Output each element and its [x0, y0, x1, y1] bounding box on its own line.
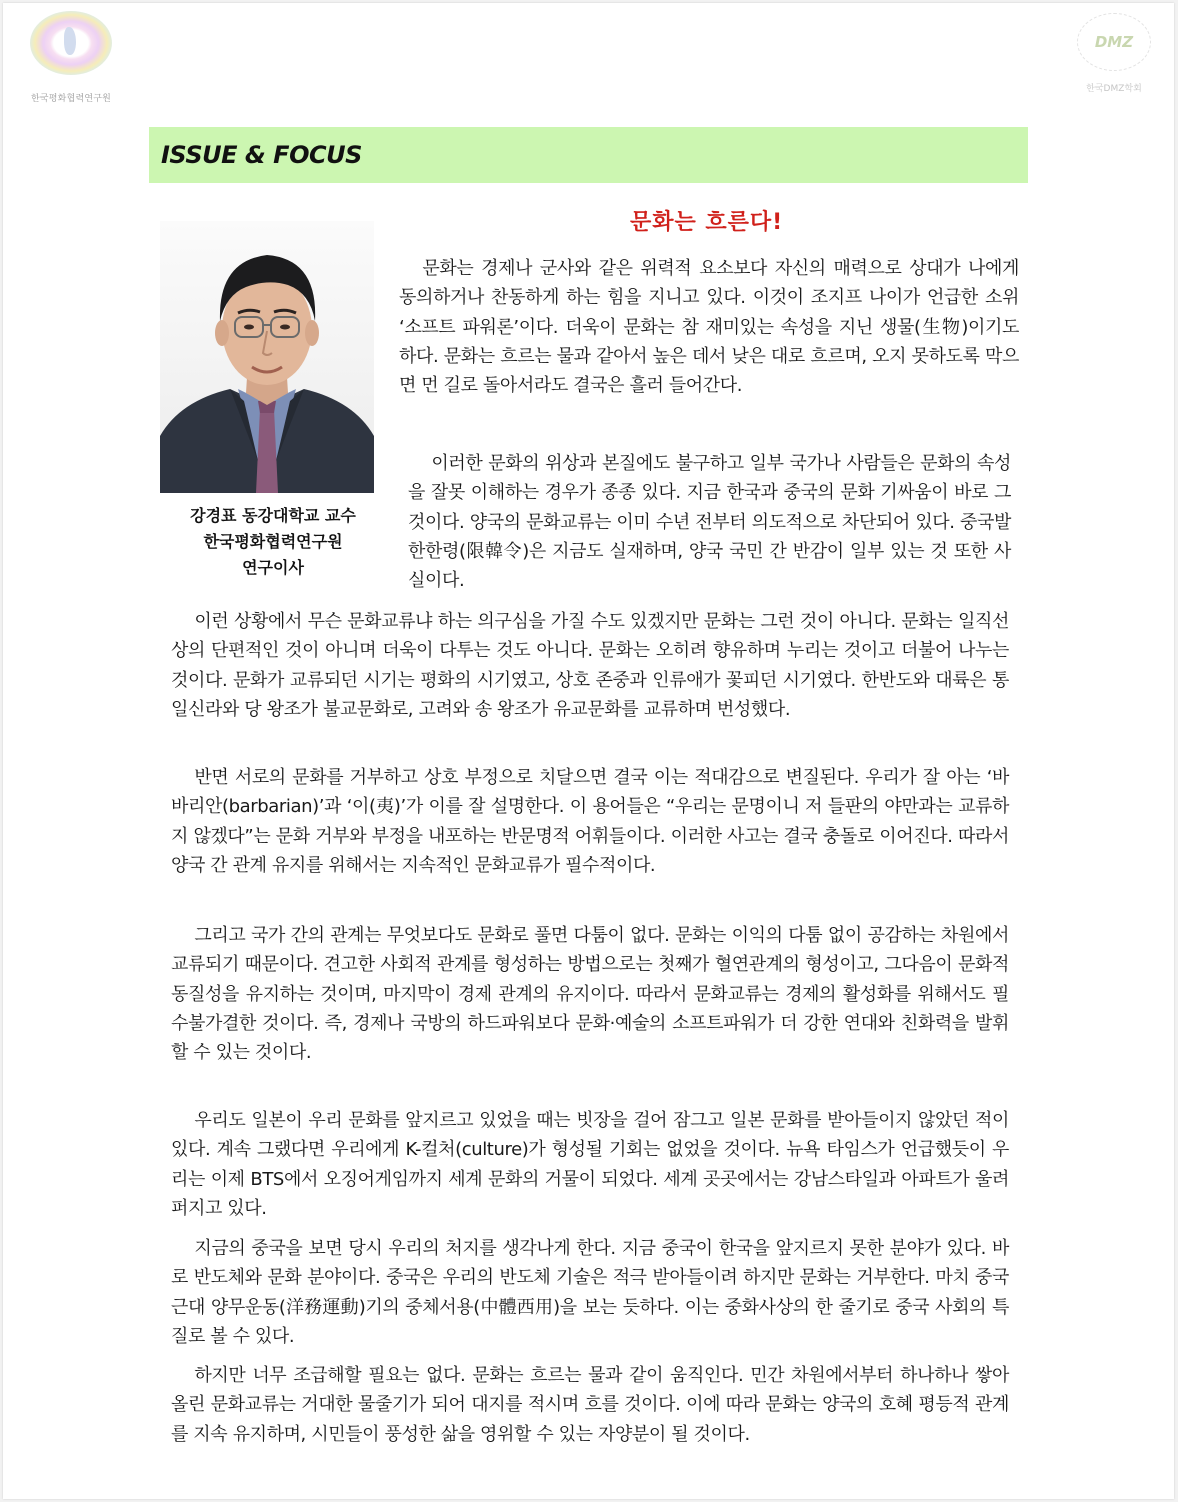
section-title: ISSUE & FOCUS [161, 141, 362, 169]
article-paragraph: 이런 상황에서 무슨 문화교류냐 하는 의구심을 가질 수도 있겠지만 문화는 그런 것이 아니다. 문화는 일직선상의 단편적인 것이 아니며 더욱이 다투는 것도 아니다. 문화는 오히려 향유하며 누리는 것이고 더불어 나누는 것이다. 문화가 교류되던 시기는 평화의 시기였고, 상호 존중과 인류애가 꽃피던 시기였다. 한반도와 대륙은 통일신라와 당 왕조가 불교문화로, 고려와 송 왕조가 유교문화를 교류하며 번성했다. [171, 611, 1009, 720]
dmz-society-logo [1069, 13, 1159, 94]
document-page [3, 3, 1174, 1499]
author-photo [160, 221, 374, 493]
article-paragraph: 이러한 문화의 위상과 본질에도 불구하고 일부 국가나 사람들은 문화의 속성을 잘못 이해하는 경우가 종종 있다. 지금 한국과 중국의 문화 기싸움이 바로 그것이다. 양국의 문화교류는 이미 수년 전부터 의도적으로 차단되어 있다. 중국발 한한령(限韓令)은 지금도 실재하며, 양국 국민 간 반감이 일부 있는 것 또한 사실이다. [408, 453, 1012, 592]
article-paragraph: 문화는 경제나 군사와 같은 위력적 요소보다 자신의 매력으로 상대가 나에게 동의하거나 찬동하게 하는 힘을 지니고 있다. 이것이 조지프 나이가 언급한 소위 ‘소프트 파워론’이다. 더욱이 문화는 참 재미있는 속성을 지닌 생물(生物)이기도 하다. 문화는 흐르는 물과 같아서 높은 데서 낮은 대로 흐르며, 오지 못하도록 막으면 먼 길로 돌아서라도 결국은 흘러 들어간다. [399, 258, 1019, 397]
author-organization: 한국평화협력연구원 [203, 532, 343, 551]
korea-map-logo-icon [30, 11, 112, 75]
author-caption [153, 503, 393, 581]
article-paragraph: 하지만 너무 조급해할 필요는 없다. 문화는 흐르는 물과 같이 움직인다. 민간 차원에서부터 하나하나 쌓아 올린 문화교류는 거대한 물줄기가 되어 대지를 적시며 흐를 것이다. 이에 따라 문화는 양국의 호혜 평등적 관계를 지속 유지하며, 시민들이 풍성한 삶을 영위할 수 있는 자양분이 될 것이다. [171, 1365, 1009, 1445]
article-paragraph: 우리도 일본이 우리 문화를 앞지르고 있었을 때는 빗장을 걸어 잠그고 일본 문화를 받아들이지 않았던 적이 있다. 계속 그랬다면 우리에게 K-컬처(culture)가 형성될 기회는 없었을 것이다. 뉴욕 타임스가 언급했듯이 우리는 이제 BTS에서 오징어게임까지 세계 문화의 거물이 되었다. 세계 곳곳에서는 강남스타일과 아파트가 울려 퍼지고 있다. [171, 1110, 1009, 1219]
author-portrait-icon [160, 221, 374, 493]
author-name-title: 강경표 동강대학교 교수 [190, 506, 356, 525]
article-paragraph: 반면 서로의 문화를 거부하고 상호 부정으로 치달으면 결국 이는 적대감으로 변질된다. 우리가 잘 아는 ‘바바리안(barbarian)’과 ‘이(夷)’가 이를 잘 설명한다. 이 용어들은 “우리는 문명이니 저 들판의 야만과는 교류하지 않겠다”는 문화 거부와 부정을 내포하는 반문명적 어휘들이다. 이러한 사고는 결국 충돌로 이어진다. 따라서 양국 간 관계 유지를 위해서는 지속적인 문화교류가 필수적이다. [171, 767, 1009, 876]
dmz-logo-text: DMZ [1094, 33, 1134, 51]
institute-logo [25, 11, 117, 104]
dmz-logo-caption: 한국DMZ학회 [1086, 84, 1142, 94]
institute-logo-caption: 한국평화협력연구원 [30, 94, 112, 104]
article-title: 문화는 흐른다! [630, 210, 784, 235]
article-paragraph: 지금의 중국을 보면 당시 우리의 처지를 생각나게 한다. 지금 중국이 한국을 앞지르지 못한 분야가 있다. 바로 반도체와 문화 분야이다. 중국은 우리의 반도체 기술은 적극 받아들이려 하지만 문화는 거부한다. 마치 중국 근대 양무운동(洋務運動)기의 중체서용(中體西用)을 보는 듯하다. 이는 중화사상의 한 줄기로 중국 사회의 특질로 볼 수 있다. [171, 1238, 1009, 1347]
section-banner [149, 127, 1028, 183]
author-position: 연구이사 [242, 558, 304, 577]
dmz-seal-icon [1077, 13, 1151, 71]
article-paragraph: 그리고 국가 간의 관계는 무엇보다도 문화로 풀면 다툼이 없다. 문화는 이익의 다툼 없이 공감하는 차원에서 교류되기 때문이다. 견고한 사회적 관계를 형성하는 방법으로는 첫째가 혈연관계의 형성이고, 그다음이 문화적 동질성을 유지하는 것이며, 마지막이 경제 관계의 유지이다. 따라서 문화교류는 경제의 활성화를 위해서도 필수불가결한 것이다. 즉, 경제나 국방의 하드파워보다 문화·예술의 소프트파워가 더 강한 연대와 친화력을 발휘할 수 있는 것이다. [171, 925, 1009, 1064]
